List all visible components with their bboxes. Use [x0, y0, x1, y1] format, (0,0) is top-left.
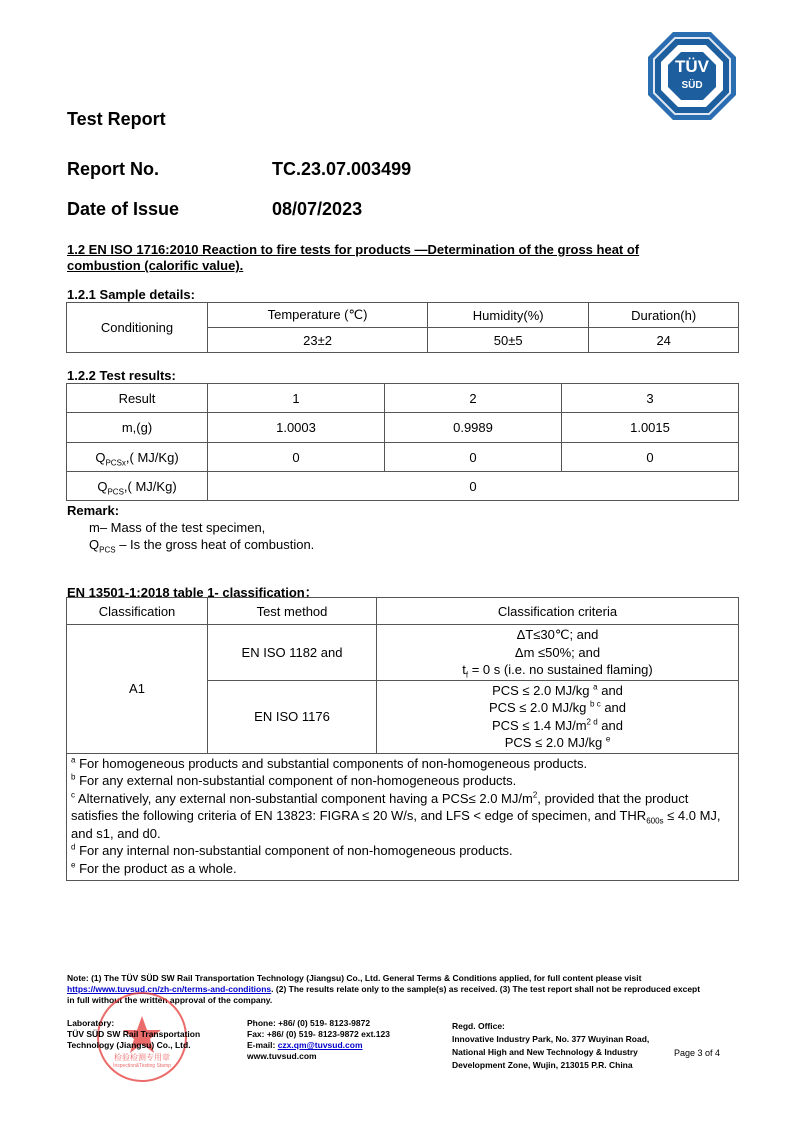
classification-heading: EN 13501-1:2018 table 1- classification：	[67, 585, 318, 600]
criteria-iso-1182: ΔT≤30℃; and Δm ≤50%; and $t_f = 0$ s (i.e. no sustained flaming)	[377, 625, 739, 681]
criteria-header: Classification criteria	[377, 598, 739, 625]
logo-text-top: TÜV	[675, 57, 709, 76]
section-heading-line2: combustion (calorific value).	[67, 258, 244, 273]
tuv-sud-logo	[646, 30, 738, 122]
classification-notes	[67, 753, 739, 880]
stamp-subtext: Inspection&Testing Stamp	[113, 1063, 171, 1069]
result-col-1: 1	[208, 384, 385, 413]
humidity-header: Humidity(%)	[428, 303, 589, 328]
contact-info: Phone: +86/ (0) 519- 8123-9872 Fax: +86/ (0) 519- 8123-9872 ext.123 E-mail: czx.qm@tuvsud.com www.tuvsud.com	[247, 1018, 390, 1061]
note-b: $^b$ For any external non-substantial component of non-homogeneous products.	[71, 772, 517, 789]
class-a1: A1	[67, 625, 208, 754]
remark-line-2: $Q_{PCS}$ – Is the gross heat of combustion.	[89, 537, 315, 555]
qpcsx-value-3: 0	[562, 443, 739, 472]
remark-title: Remark:	[67, 503, 120, 518]
mass-value-3: 1.0015	[562, 413, 739, 443]
test-method-header: Test method	[208, 598, 377, 625]
section-heading-line1: 1.2 EN ISO 1716:2010 Reaction to fire tests for products —Determination of the gross heat of	[67, 242, 640, 257]
office-info: Regd. Office: Innovative Industry Park, No. 377 Wuyinan Road, National High and New Technology & Industry Development Zone, Wujin, 213015 P.R. China	[452, 1021, 650, 1070]
page-title: Test Report	[67, 109, 166, 129]
duration-header: Duration(h)	[589, 303, 739, 328]
section-heading	[67, 242, 747, 274]
stamp-text: 检验检测专用章	[114, 1053, 170, 1062]
laboratory-info: Laboratory: TÜV SÜD SW Rail Transportation Technology (Jiangsu) Co., Ltd.	[67, 1018, 201, 1050]
note-e: $^e$ For the product as a whole.	[71, 860, 237, 877]
qpcsx-value-2: 0	[385, 443, 562, 472]
mass-value-1: 1.0003	[208, 413, 385, 443]
result-col-3: 3	[562, 384, 739, 413]
method-iso-1182: EN ISO 1182 and	[208, 625, 377, 681]
report-no-value: TC.23.07.003499	[272, 159, 412, 179]
result-header: Result	[67, 384, 208, 413]
page-number: Page 3 of 4	[674, 1048, 721, 1058]
temperature-value: 23±2	[208, 328, 428, 353]
test-results-table	[66, 383, 739, 501]
mass-value-2: 0.9989	[385, 413, 562, 443]
remark-line-1: m– Mass of the test specimen,	[89, 520, 266, 535]
duration-value: 24	[589, 328, 739, 353]
remark-block	[67, 502, 314, 553]
email-link[interactable]: czx.qm@tuvsud.com	[277, 1040, 363, 1050]
result-col-2: 2	[385, 384, 562, 413]
note-d: $^d$ For any internal non-substantial component of non-homogeneous products.	[71, 843, 513, 859]
qpcsx-value-1: 0	[208, 443, 385, 472]
note-a: $^a$ For homogeneous products and substantial components of non-homogeneous products.	[71, 755, 588, 771]
method-iso-1176: EN ISO 1176	[208, 680, 377, 753]
humidity-value: 50±5	[428, 328, 589, 353]
mass-label: m,(g)	[67, 413, 208, 443]
date-value: 08/07/2023	[272, 199, 363, 219]
qpcs-value: 0	[208, 472, 739, 501]
classification-table	[66, 597, 739, 881]
classification-header: Classification	[67, 598, 208, 625]
conditioning-label: Conditioning	[67, 303, 208, 353]
qpcs-label: $Q_{PCS}$,( MJ/Kg)	[67, 472, 208, 501]
footer-note: Note: (1) The TÜV SÜD SW Rail Transportation Technology (Jiangsu) Co., Ltd. General Terms & Conditions applied, for full content please visit https://www.tuvsud.cn/zh-cn/terms-and-conditions. (2) The results relate only to the sample(s) as received. (3) The test report shall not be reproduced except in full without the written approval of the company.	[67, 973, 701, 1005]
test-results-heading: 1.2.2 Test results:	[67, 368, 176, 383]
note-c: $^c$ Alternatively, any external non-substantial component having a PCS≤ 2.0 $MJ/m^2$, provided that the product satisfies the following criteria of EN 13823: FIGRA ≤ 20 W/s, and LFS < edge of specimen, and $THR_{600s} \le 4.0$ MJ, and s1, and d0.	[71, 790, 721, 841]
logo-text-bottom: SÜD	[681, 80, 703, 91]
terms-link[interactable]: https://www.tuvsud.cn/zh-cn/terms-and-conditions	[67, 984, 272, 994]
qpcsx-label: $Q_{PCSx}$,( MJ/Kg)	[67, 443, 208, 472]
criteria-iso-1176: PCS ≤ 2.0 MJ/kg $^a$ and PCS ≤ 2.0 MJ/kg $^{b c}$ and PCS ≤ 1.4 $MJ/m^{2 d}$ and PCS ≤ 2.0 MJ/kg $^e$	[377, 680, 739, 753]
report-no-label: Report No.	[67, 159, 159, 179]
date-label: Date of Issue	[67, 199, 180, 219]
sample-details-heading: 1.2.1 Sample details:	[67, 287, 195, 302]
sample-details-table	[66, 302, 739, 353]
temperature-header: Temperature (℃)	[208, 303, 428, 328]
